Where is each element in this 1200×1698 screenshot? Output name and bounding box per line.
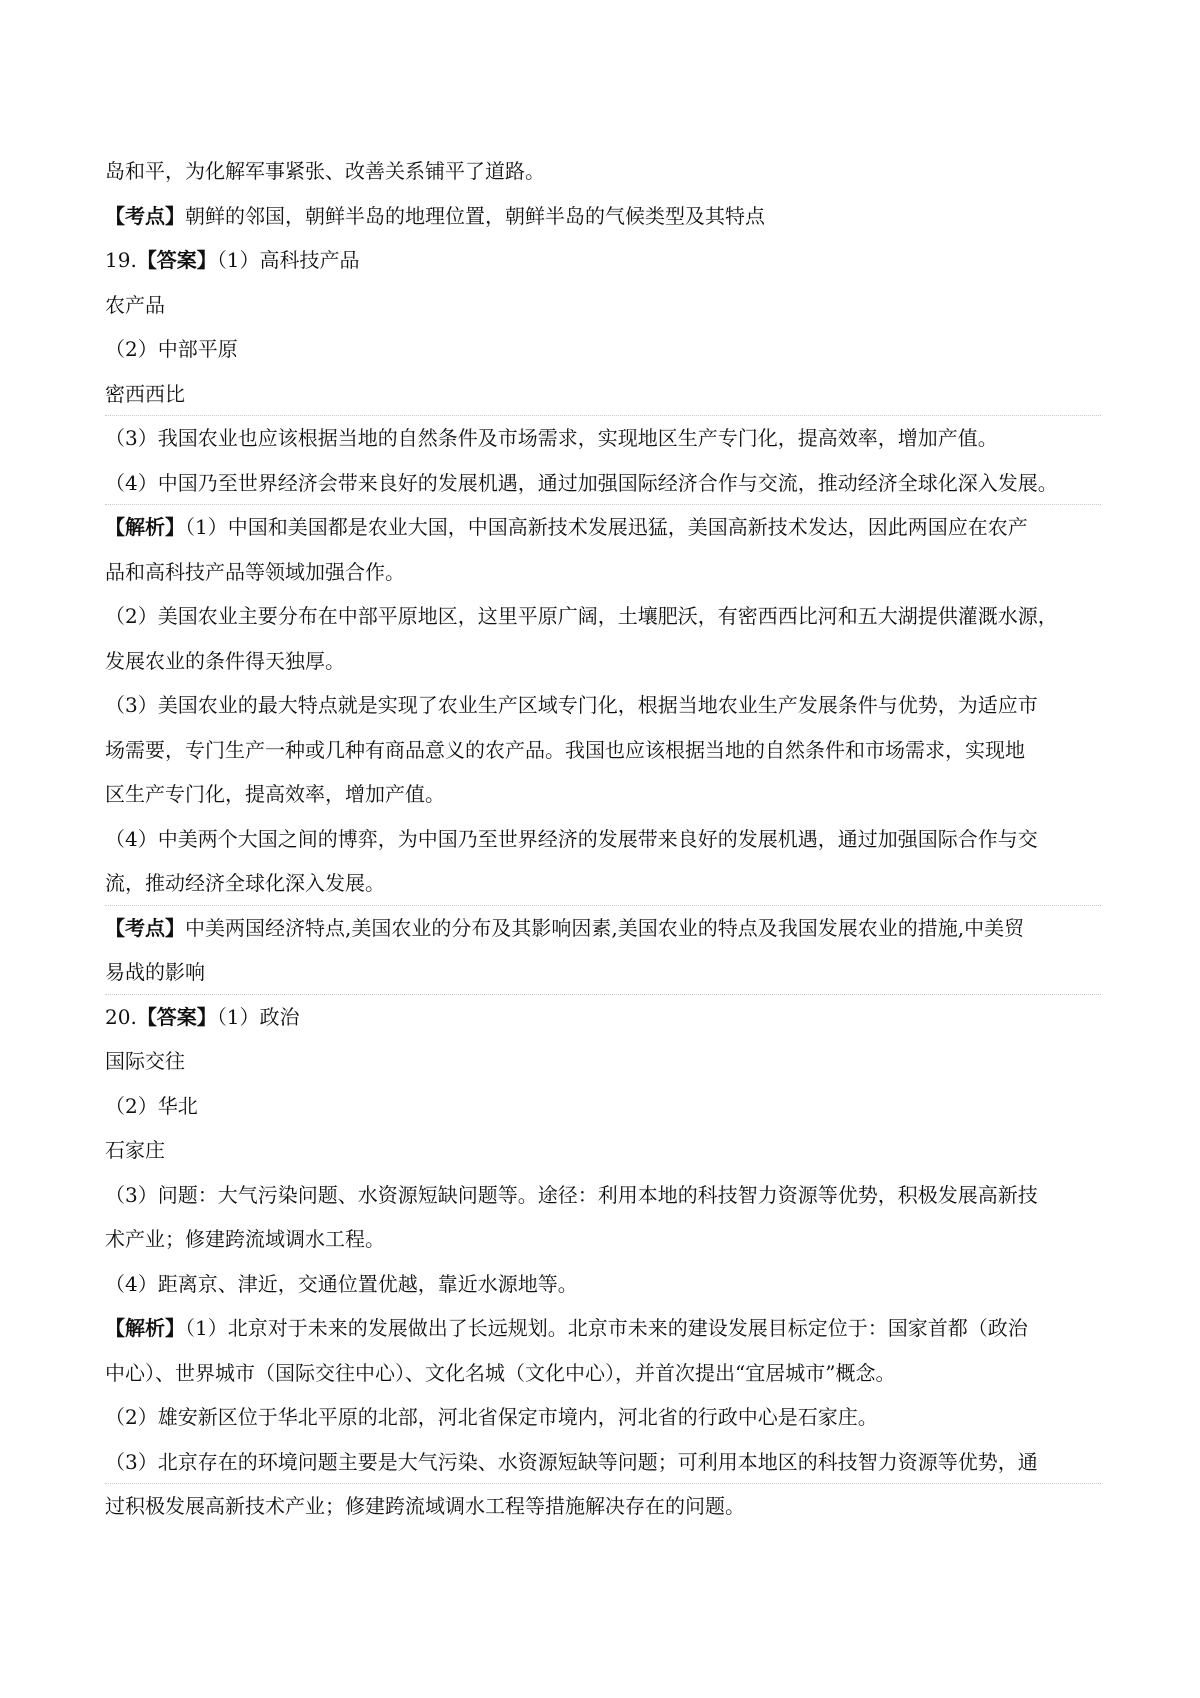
text-line [105, 772, 1101, 817]
section-tag: 【解析】 [105, 1316, 185, 1340]
line-text: （1）政治 [216, 1004, 300, 1029]
question-number: 20. [105, 1004, 137, 1029]
text-line [105, 1440, 1101, 1485]
section-tag: 【解析】 [105, 515, 185, 539]
text-line [105, 1217, 1101, 1262]
text-line [105, 1484, 1101, 1529]
text-line [105, 995, 1101, 1040]
line-text: 流，推动经济全球化深入发展。 [105, 871, 385, 895]
line-text: （4）距离京、津近，交通位置优越，靠近水源地等。 [105, 1271, 578, 1296]
line-text: （2）中部平原 [105, 337, 238, 361]
line-text: （2）美国农业主要分布在中部平原地区，这里平原广阔，土壤肥沃，有密西西比河和五大湖提供灌溉水源， [105, 604, 1058, 628]
line-text: （1）高科技产品 [216, 248, 360, 272]
text-line [105, 149, 1101, 194]
text-line [105, 1351, 1101, 1396]
text-line [105, 505, 1101, 550]
answer-text-body [105, 149, 1101, 1529]
line-text: 品和高科技产品等领域加强合作。 [105, 559, 405, 584]
line-text: （3）北京存在的环境问题主要是大气污染、水资源短缺等问题；可利用本地区的科技智力资源等优势，通 [105, 1449, 1038, 1474]
section-tag: 【答案】 [136, 248, 217, 272]
text-line [105, 372, 1101, 417]
section-tag: 【答案】 [136, 1004, 217, 1029]
text-line [105, 594, 1101, 639]
line-text: 区生产专门化，提高效率，增加产值。 [105, 782, 445, 806]
text-line [105, 283, 1101, 328]
text-line [105, 327, 1101, 372]
line-text: （2）雄安新区位于华北平原的北部，河北省保定市境内，河北省的行政中心是石家庄。 [105, 1405, 878, 1429]
line-text: 岛和平，为化解军事紧张、改善关系铺平了道路。 [105, 159, 545, 183]
text-line [105, 817, 1101, 862]
line-text: 术产业；修建跨流域调水工程。 [105, 1227, 385, 1251]
text-line [105, 550, 1101, 595]
line-text: （3）美国农业的最大特点就是实现了农业生产区域专门化，根据当地农业生产发展条件与优势，为适应市 [105, 693, 1038, 717]
text-line [105, 639, 1101, 684]
text-line [105, 1395, 1101, 1440]
text-line [105, 1262, 1101, 1307]
line-text: （3）我国农业也应该根据当地的自然条件及市场需求，实现地区生产专门化，提高效率，增加产值。 [105, 426, 998, 450]
question-number: 19. [105, 248, 137, 272]
line-text: （1）北京对于未来的发展做出了长远规划。北京市未来的建设发展目标定位于：国家首都（政治 [185, 1316, 1028, 1340]
text-line [105, 461, 1101, 506]
text-line [105, 194, 1101, 239]
text-line [105, 950, 1101, 995]
line-text: 农产品 [105, 292, 165, 317]
line-text: 发展农业的条件得天独厚。 [105, 648, 345, 673]
line-text: 易战的影响 [105, 960, 205, 984]
text-line [105, 1039, 1101, 1084]
line-text: 朝鲜的邻国，朝鲜半岛的地理位置，朝鲜半岛的气候类型及其特点 [185, 203, 765, 228]
line-text: （3）问题：大气污染问题、水资源短缺问题等。途径：利用本地的科技智力资源等优势，积极发展高新技 [105, 1182, 1038, 1207]
line-text: 密西西比 [105, 381, 185, 406]
line-text: 石家庄 [105, 1138, 165, 1162]
line-text: （2）华北 [105, 1093, 198, 1118]
text-line [105, 1128, 1101, 1173]
text-line [105, 1173, 1101, 1218]
line-text: 中美两国经济特点,美国农业的分布及其影响因素,美国农业的特点及我国发展农业的措施,中美贸 [185, 915, 1025, 940]
text-line [105, 861, 1101, 906]
text-line [105, 1306, 1101, 1351]
section-tag: 【考点】 [105, 203, 185, 228]
text-line [105, 728, 1101, 773]
line-text: （4）中国乃至世界经济会带来良好的发展机遇，通过加强国际经济合作与交流，推动经济全球化深入发展。 [105, 470, 1058, 495]
text-line [105, 1084, 1101, 1129]
section-tag: 【考点】 [105, 915, 185, 940]
text-line [105, 906, 1101, 951]
line-text: 过积极发展高新技术产业；修建跨流域调水工程等措施解决存在的问题。 [105, 1494, 745, 1518]
text-line [105, 416, 1101, 461]
text-line [105, 238, 1101, 283]
line-text: （4）中美两个大国之间的博弈，为中国乃至世界经济的发展带来良好的发展机遇，通过加强国际合作与交 [105, 826, 1038, 851]
line-text: 场需要，专门生产一种或几种有商品意义的农产品。我国也应该根据当地的自然条件和市场需求，实现地 [105, 737, 1025, 762]
line-text: 国际交往 [105, 1049, 185, 1073]
text-line [105, 683, 1101, 728]
line-text: 中心）、世界城市（国际交往中心）、文化名城（文化中心），并首次提出“宜居城市”概念。 [105, 1360, 896, 1385]
line-text: （1）中国和美国都是农业大国，中国高新技术发展迅猛，美国高新技术发达，因此两国应在农产 [185, 515, 1028, 539]
